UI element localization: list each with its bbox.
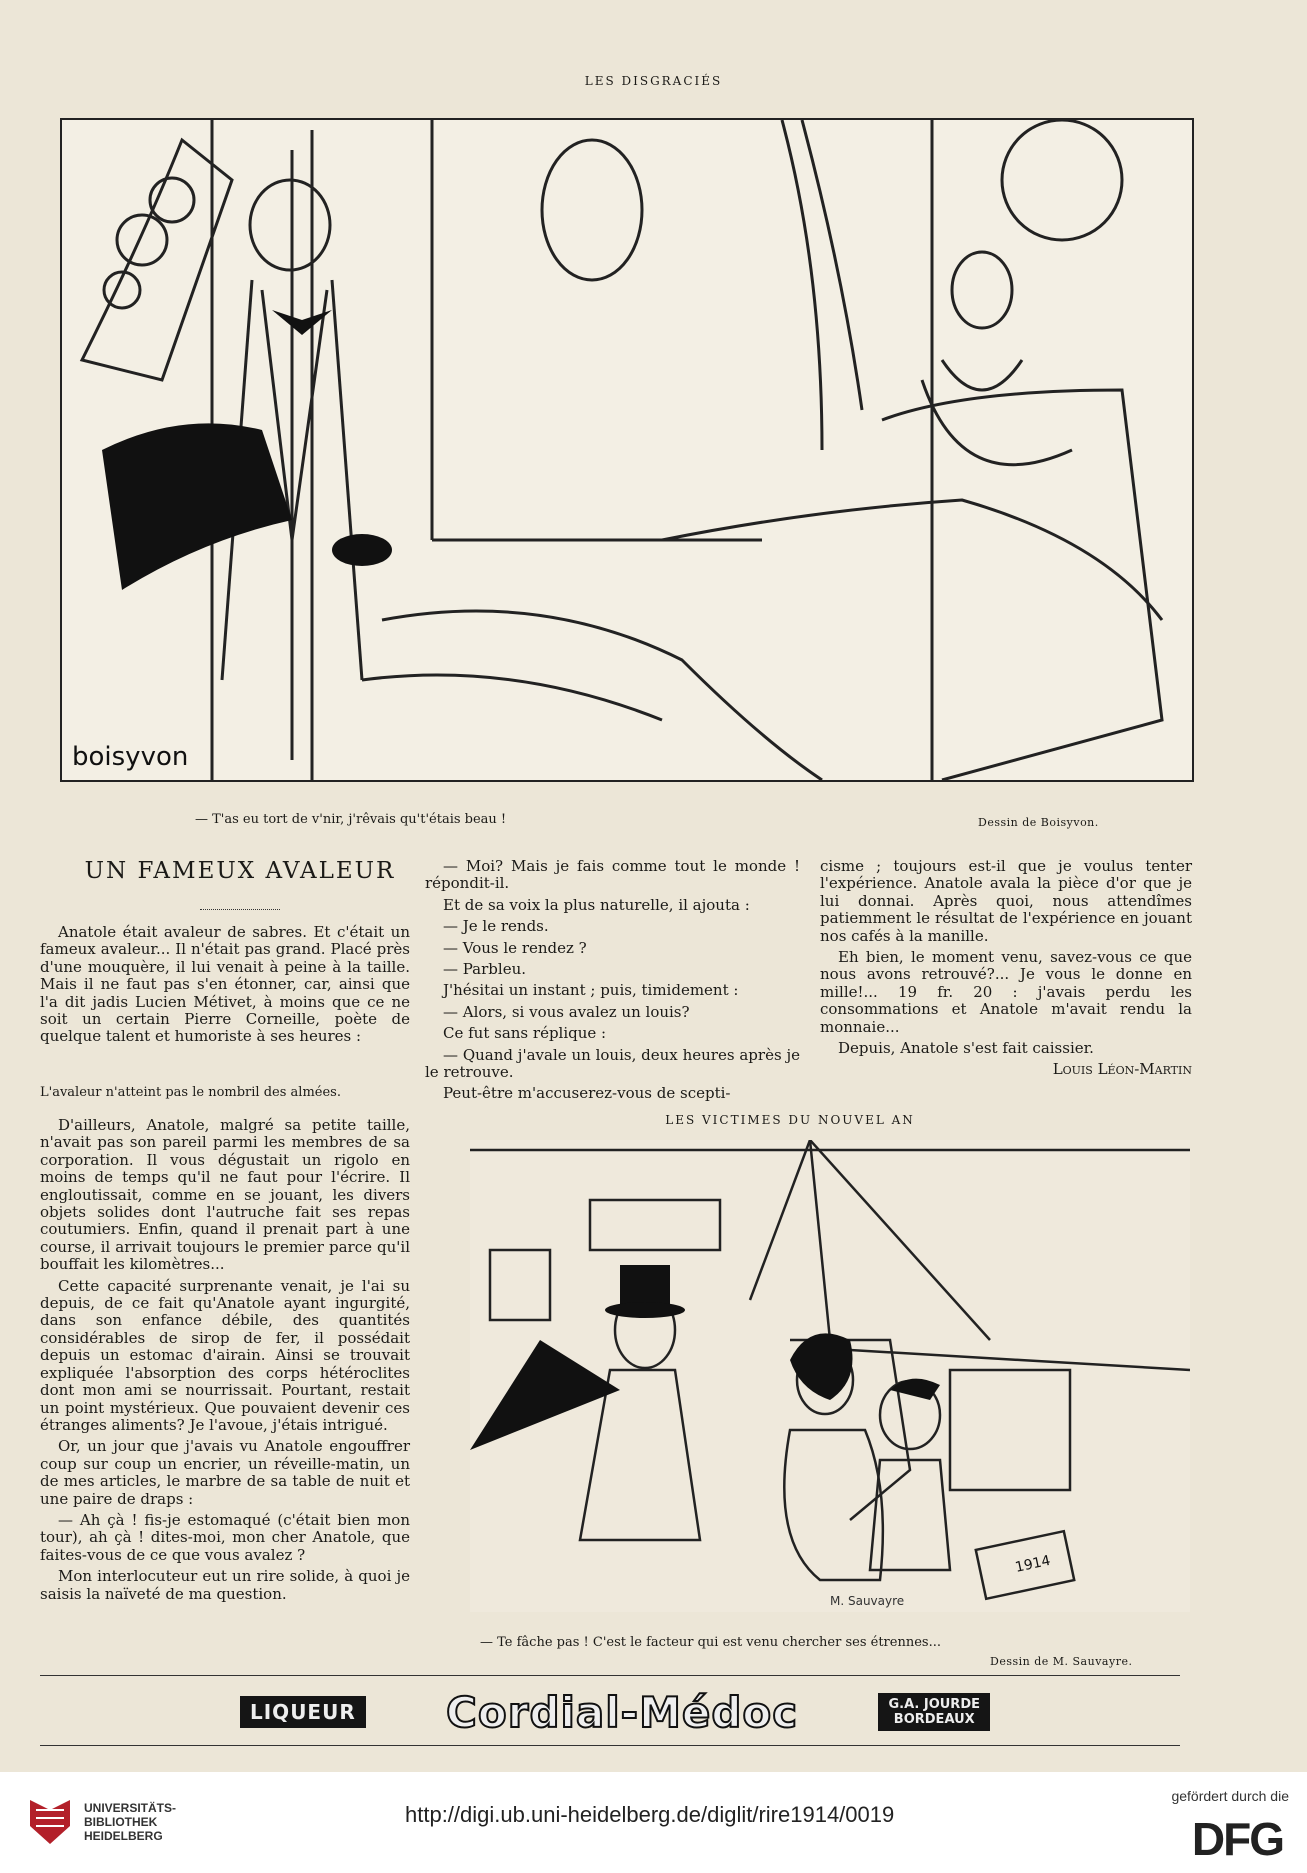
headline-ornament	[200, 905, 280, 910]
institution-line2: BIBLIOTHEK	[84, 1815, 158, 1829]
dfg-logo: DFG	[1191, 1813, 1283, 1865]
second-illustration-signature: M. Sauvayre	[830, 1594, 905, 1608]
article-column-2	[425, 858, 800, 1107]
top-illustration-caption: — T'as eu tort de v'nir, j'rêvais qu't'étais beau !	[195, 812, 507, 827]
institution-line3: HEIDELBERG	[84, 1829, 163, 1843]
article-paragraph: — Moi? Mais je fais comme tout le monde ! répondit-il.	[425, 857, 800, 893]
article-author: Louis Léon-Martin	[1052, 1060, 1192, 1079]
article-column-3	[820, 858, 1192, 1083]
article-paragraph: Et de sa voix la plus naturelle, il ajouta :	[443, 895, 750, 914]
ad-maker-line1: G.A. JOURDE	[888, 1697, 980, 1712]
article-paragraph: Peut-être m'accuserez-vous de scepti-	[443, 1084, 731, 1103]
ad-liqueur-label: LIQUEUR	[240, 1696, 366, 1728]
top-illustration-signature: boisyvon	[72, 742, 189, 772]
article-paragraph: Mon interlocuteur eut un rire solide, à quoi je saisis la naïveté de ma question.	[40, 1567, 410, 1603]
second-illustration-credit: Dessin de M. Sauvayre.	[990, 1655, 1133, 1668]
bedroom-drawing	[62, 120, 1192, 780]
second-illustration	[470, 1140, 1190, 1612]
institution-line1: UNIVERSITÄTS-	[84, 1801, 177, 1815]
article-paragraph: Cette capacité surprenante venait, je l'ai su depuis, de ce fait qu'Anatole ayant ingurgité, dans son enfance débile, des quantités considérables de sirop de fer, il possédait depuis un estomac d'airain. Ainsi se trouvait expliquée l'absorption des corps hétéroclites dont mon ami se nourrissait. Pourtant, restait un point mystérieux. Que pouvaient devenir ces étranges aliments? Je l'avoue, j'étais intrigué.	[40, 1276, 410, 1434]
article-paragraph: Ce fut sans réplique :	[443, 1024, 607, 1043]
article-paragraph: — Parbleu.	[443, 960, 527, 979]
article-paragraph: Depuis, Anatole s'est fait caissier.	[838, 1039, 1094, 1058]
university-logo	[26, 1796, 176, 1848]
ad-product-name: Cordial-Médoc	[446, 1687, 799, 1737]
top-illustration-credit: Dessin de Boisyvon.	[978, 816, 1099, 829]
advertisement	[240, 1687, 990, 1737]
ad-maker-line2: BORDEAUX	[893, 1712, 975, 1727]
article-paragraph: cisme ; toujours est-il que je voulus tenter l'expérience. Anatole avala la pièce d'or que je lui donnai. Après quoi, nous attendîmes patiemment le résultat de l'expérience en jouant nos cafés à la manille.	[820, 857, 1192, 945]
second-illustration-title: LES VICTIMES DU NOUVEL AN	[665, 1113, 915, 1127]
article-column-1	[40, 924, 410, 1050]
divider	[40, 1745, 1180, 1746]
article-paragraph: J'hésitai un instant ; puis, timidement :	[443, 981, 739, 1000]
article-paragraph: — Je le rends.	[443, 917, 549, 936]
article-paragraph: — Ah çà ! fis-je estomaqué (c'était bien mon tour), ah çà ! dites-moi, mon cher Anatole, que faites-vous de ce que vous avalez ?	[40, 1510, 410, 1564]
running-title: LES DISGRACIÉS	[584, 74, 723, 88]
divider	[40, 1675, 1180, 1676]
article-paragraph: D'ailleurs, Anatole, malgré sa petite taille, n'avait pas son pareil parmi les membres de sa corporation. Il vous dégustait un rigolo en moins de temps qu'il ne faut pour l'écrire. Il engloutissait, comme en se jouant, les divers objets solides dont l'autruche fait ses repas coutumiers. Enfin, quand il prenait part à une course, il arrivait toujours le premier parce qu'il bouffait les kilomètres...	[40, 1116, 410, 1274]
university-seal-icon	[26, 1796, 74, 1848]
article-paragraph: — Alors, si vous avalez un louis?	[443, 1002, 690, 1021]
article-paragraph: — Quand j'avale un louis, deux heures après je le retrouve.	[425, 1045, 800, 1082]
article-paragraph: Anatole était avaleur de sabres. Et c'était un fameux avaleur... Il n'était pas grand. Placé près d'une mouquère, il lui venait à peine à la taille. Mais il ne faut pas s'en étonner, car, ainsi que l'a dit jadis Lucien Métivet, à moins que ce ne soit un certain Pierre Corneille, poète de quelque talent et humoriste à ses heures :	[40, 923, 410, 1046]
footer-bar	[0, 1772, 1307, 1873]
article-epigraph: L'avaleur n'atteint pas le nombril des almées.	[40, 1085, 341, 1100]
top-illustration	[60, 118, 1194, 782]
article-column-1-continued	[40, 1117, 410, 1607]
postman-drawing	[470, 1140, 1190, 1612]
ad-maker	[878, 1693, 990, 1731]
article-headline: UN FAMEUX AVALEUR	[84, 858, 396, 884]
funding-note: gefördert durch die	[1171, 1788, 1289, 1804]
article-paragraph: Eh bien, le moment venu, savez-vous ce que nous avons retrouvé?... Je vous le donne en mille!... 19 fr. 20 : j'avais perdu les consommations et Anatole m'avait rendu la monnaie...	[820, 948, 1192, 1036]
article-paragraph: — Vous le rendez ?	[443, 938, 587, 957]
second-illustration-caption: — Te fâche pas ! C'est le facteur qui est venu chercher ses étrennes...	[480, 1635, 941, 1650]
digital-copy-link[interactable]: http://digi.ub.uni-heidelberg.de/diglit/rire1914/0019	[405, 1802, 895, 1827]
calendar-year: 1914	[1013, 1552, 1052, 1576]
article-paragraph: Or, un jour que j'avais vu Anatole engouffrer coup sur coup un encrier, un réveille-matin, un de mes articles, le marbre de sa table de nuit et une paire de draps :	[40, 1437, 410, 1508]
